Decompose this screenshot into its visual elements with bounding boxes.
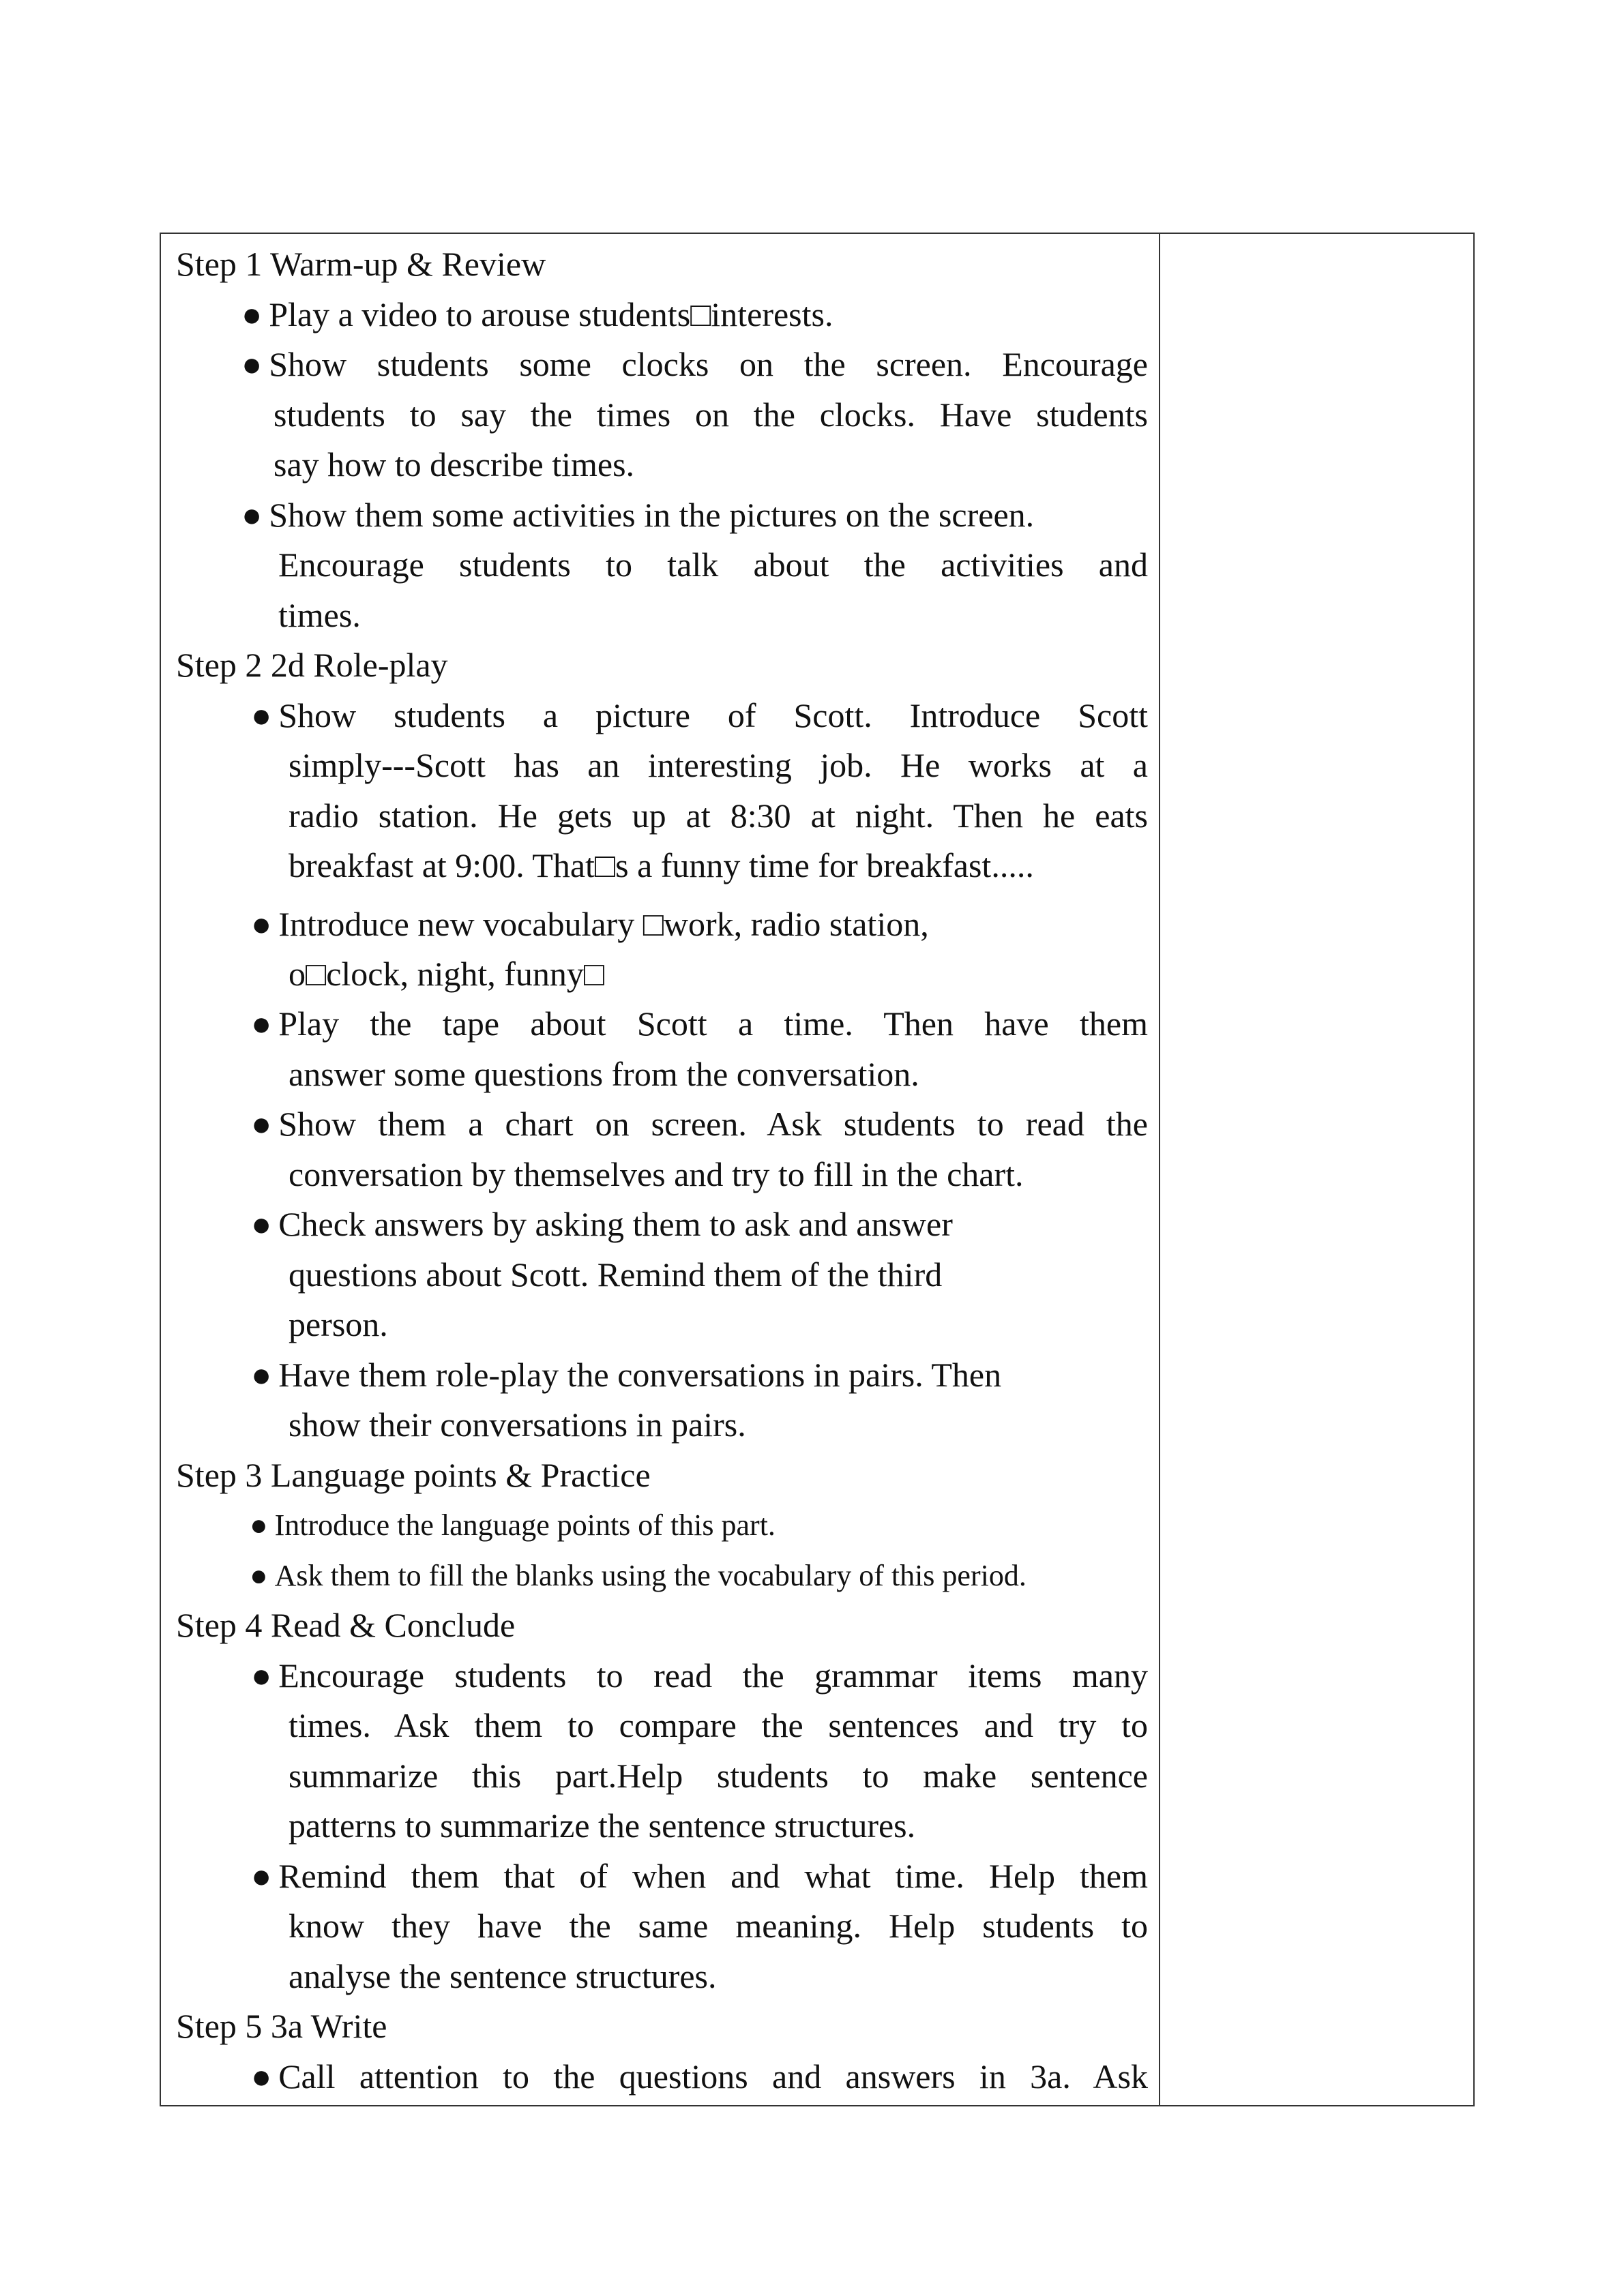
- bullet-text: Ask them to fill the blanks using the vocabulary of this period.: [274, 1558, 1027, 1592]
- bullet-line: [176, 1551, 1148, 1601]
- bullet-icon: ●: [241, 295, 263, 333]
- notes-cell: [1160, 234, 1473, 2105]
- bullet-continuation: show their conversations in pairs.: [289, 1405, 746, 1444]
- bullet-line: [176, 1350, 1148, 1401]
- bullet-continuation: conversation by themselves and try to fill in the chart.: [289, 1154, 1024, 1193]
- bullet-line: [251, 1851, 1148, 1902]
- lesson-plan-table: [160, 233, 1475, 2106]
- step-heading: Step 1 Warm-up & Review: [176, 245, 546, 283]
- procedure-cell: [176, 239, 1148, 2102]
- bullet-line: [176, 1500, 1148, 1551]
- bullet-text: Check answers by asking them to ask and answer: [278, 1205, 953, 1243]
- step-heading: Step 4 Read & Conclude: [176, 1606, 516, 1644]
- bullet-icon: ●: [251, 1004, 272, 1043]
- bullet-continuation: patterns to summarize the sentence structures.: [289, 1806, 916, 1845]
- bullet-text: Introduce the language points of this part.: [274, 1508, 776, 1542]
- bullet-continuation: students to say the times on the clocks. Have students: [274, 395, 1148, 434]
- bullet-text: Show students a picture of Scott. Introduce Scott: [278, 696, 1148, 734]
- bullet-icon: ●: [251, 904, 272, 943]
- bullet-continuation: summarize this part.Help students to make sentence: [289, 1756, 1148, 1795]
- bullet-continuation: o□clock, night, funny□: [289, 954, 605, 993]
- step-heading: Step 2 2d Role-play: [176, 646, 448, 684]
- bullet-continuation: times. Ask them to compare the sentences and try to: [289, 1706, 1148, 1744]
- bullet-line: [241, 340, 1148, 390]
- bullet-icon: ●: [250, 1508, 268, 1542]
- bullet-continuation: person.: [289, 1305, 388, 1343]
- bullet-continuation: radio station. He gets up at 8:30 at night. Then he eats: [289, 796, 1148, 835]
- bullet-line: [251, 2052, 1148, 2102]
- bullet-continuation: times.: [278, 595, 361, 634]
- bullet-continuation: answer some questions from the conversation.: [289, 1054, 919, 1093]
- bullet-text: Play the tape about Scott a time. Then have them: [278, 1004, 1148, 1043]
- bullet-continuation: say how to describe times.: [274, 445, 635, 483]
- bullet-continuation: Encourage students to talk about the activities and: [278, 546, 1148, 584]
- bullet-text: Introduce new vocabulary □work, radio station,: [278, 904, 929, 943]
- bullet-continuation: know they have the same meaning. Help students to: [289, 1907, 1148, 1945]
- bullet-line: [251, 1099, 1148, 1150]
- bullet-icon: ●: [251, 696, 272, 734]
- bullet-icon: ●: [251, 1656, 272, 1695]
- bullet-line: [176, 490, 1148, 541]
- bullet-text: Encourage students to read the grammar items many: [278, 1656, 1148, 1695]
- bullet-line: [176, 891, 1148, 949]
- bullet-line: [251, 691, 1148, 741]
- bullet-line: [251, 1651, 1148, 1701]
- bullet-text: Show students some clocks on the screen. Encourage: [269, 345, 1148, 383]
- bullet-icon: ●: [251, 1105, 272, 1143]
- bullet-icon: ●: [251, 1205, 272, 1243]
- step-heading: Step 3 Language points & Practice: [176, 1455, 651, 1494]
- bullet-continuation: simply---Scott has an interesting job. He works at a: [289, 746, 1148, 784]
- bullet-line: [176, 1199, 1148, 1250]
- bullet-text: Play a video to arouse students□interests.: [269, 295, 833, 333]
- bullet-icon: ●: [251, 2057, 272, 2096]
- bullet-text: Remind them that of when and what time. Help them: [278, 1856, 1148, 1895]
- bullet-text: Call attention to the questions and answers in 3a. Ask: [278, 2057, 1148, 2096]
- bullet-icon: ●: [251, 1355, 272, 1394]
- bullet-continuation: breakfast at 9:00. That□s a funny time for breakfast.....: [289, 846, 1034, 884]
- bullet-line: [176, 290, 1148, 340]
- bullet-line: [251, 999, 1148, 1049]
- bullet-text: Show them a chart on screen. Ask students to read the: [278, 1105, 1148, 1143]
- bullet-continuation: questions about Scott. Remind them of the third: [289, 1255, 943, 1294]
- bullet-text: Have them role-play the conversations in pairs. Then: [278, 1355, 1002, 1394]
- bullet-icon: ●: [250, 1558, 268, 1592]
- bullet-continuation: analyse the sentence structures.: [289, 1956, 717, 1995]
- bullet-icon: ●: [251, 1856, 272, 1895]
- bullet-icon: ●: [241, 345, 263, 383]
- bullet-icon: ●: [241, 495, 263, 534]
- step-heading: Step 5 3a Write: [176, 2007, 387, 2045]
- bullet-text: Show them some activities in the pictures on the screen.: [269, 495, 1035, 534]
